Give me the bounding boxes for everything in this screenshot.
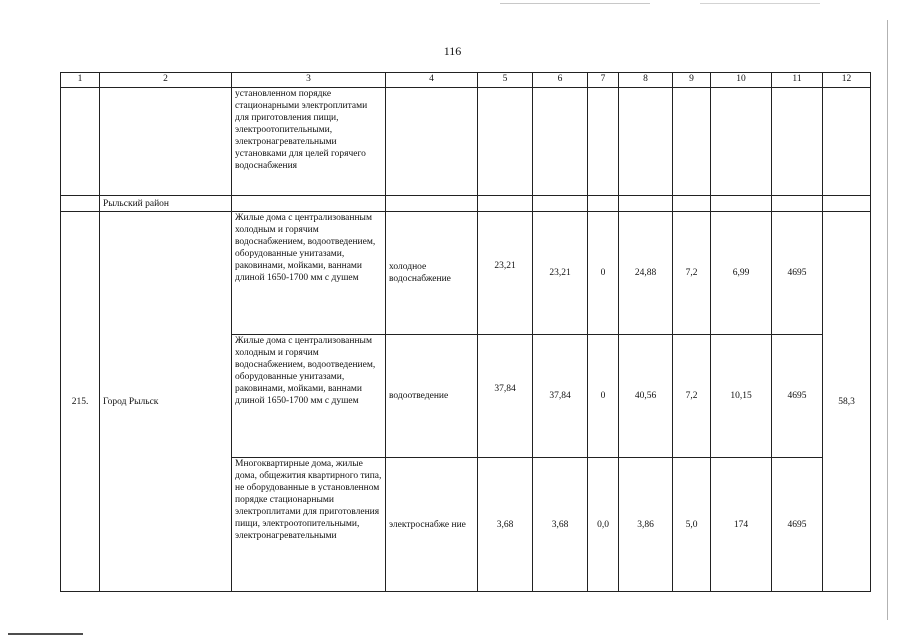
cell-col11: 4695 [772,212,823,335]
column-header: 11 [772,73,823,88]
page-number: 116 [443,44,462,58]
cell-col7: 0 [588,335,619,458]
column-header: 5 [478,73,533,88]
cell-col8: 24,88 [619,212,673,335]
continuation-row [61,88,871,196]
cell-col10: 6,99 [711,212,772,335]
column-header: 6 [533,73,588,88]
tariff-table [60,72,871,592]
scan-artifact-top-right-2 [700,3,820,4]
column-header: 2 [100,73,232,88]
cell-col10: 10,15 [711,335,772,458]
column-header: 9 [673,73,711,88]
column-header: 12 [823,73,871,88]
entry-locality: Город Рыльск [100,212,232,592]
column-header: 1 [61,73,100,88]
continuation-description: установленном порядке стационарными электроплитами для приготовления пищи, электроотопительными, электронагревательными установками для целей горячего водоснабжения [232,88,386,196]
cell-col9: 5,0 [673,458,711,592]
column-header: 8 [619,73,673,88]
cell-col5: 3,68 [478,458,533,592]
table-row [61,212,871,335]
cell-col6: 37,84 [533,335,588,458]
cell-col5: 37,84 [478,335,533,458]
column-header: 7 [588,73,619,88]
row-service: водоотведение [386,335,478,458]
column-header: 3 [232,73,386,88]
column-header: 10 [711,73,772,88]
cell-col6: 3,68 [533,458,588,592]
row-service: холодное водоснабжение [386,212,478,335]
scan-artifact-top-right [500,3,650,4]
cell-col9: 7,2 [673,212,711,335]
cell-col6: 23,21 [533,212,588,335]
cell-col7: 0 [588,212,619,335]
row-description: Многоквартирные дома, жилые дома, общежития квартирного типа, не оборудованные в установленном порядке стационарными электроплитами для приготовления пищи, электроотопительными, электронагревательными [232,458,386,592]
district-row [61,196,871,212]
cell-col11: 4695 [772,335,823,458]
entry-number: 215. [61,212,100,592]
cell-col7: 0,0 [588,458,619,592]
row-description: Жилые дома с централизованным холодным и горячим водоснабжением, водоотведением, оборудованные унитазами, раковинами, мойками, ваннами длиной 1650-1700 мм с душем [232,335,386,458]
cell-col10: 174 [711,458,772,592]
cell-col9: 7,2 [673,335,711,458]
column-header: 4 [386,73,478,88]
entry-col12: 58,3 [823,212,871,592]
cell-col11: 4695 [772,458,823,592]
district-name: Рыльский район [100,196,232,212]
cell-col5: 23,21 [478,212,533,335]
row-service: электроснабже ние [386,458,478,592]
scan-artifact-bottom-left [8,633,83,635]
cell-col8: 40,56 [619,335,673,458]
scan-artifact-right-edge [887,20,888,620]
column-number-row [61,73,871,88]
cell-col8: 3,86 [619,458,673,592]
row-description: Жилые дома с централизованным холодным и горячим водоснабжением, водоотведением, оборудованные унитазами, раковинами, мойками, ваннами длиной 1650-1700 мм с душем [232,212,386,335]
